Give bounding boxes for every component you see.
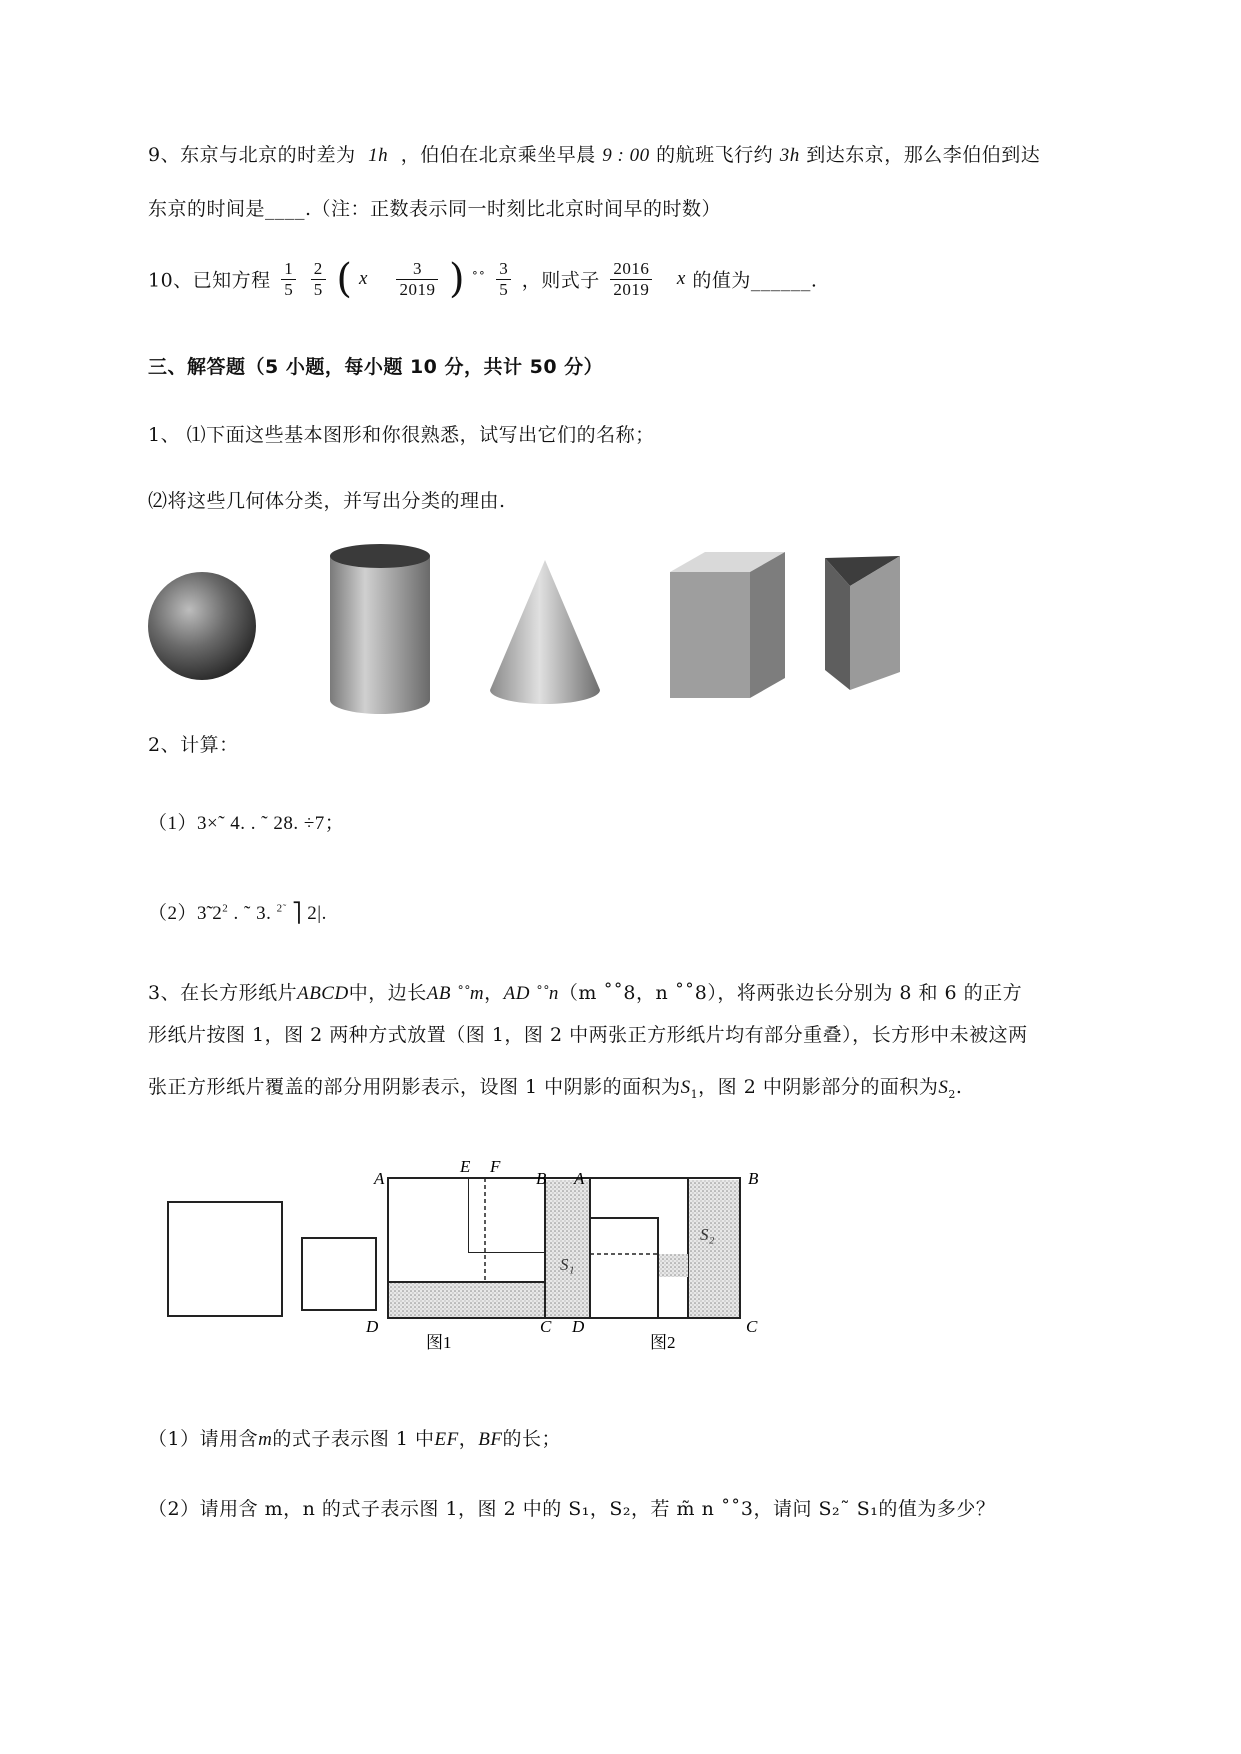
q9-line2: 东京的时间是____.（注：正数表示同一时刻比北京时间早的时数）: [148, 198, 722, 220]
triangular-prism-icon: [825, 556, 900, 690]
solids-figure: [140, 540, 960, 720]
label-a2: A: [574, 1169, 585, 1188]
section-3-title: 三、解答题（5 小题，每小题 10 分，共计 50 分）: [148, 356, 604, 378]
fraction-3-2019: $\frac{3}{2019}$: [396, 259, 438, 299]
square-6: [302, 1238, 376, 1310]
square-8: [168, 1202, 282, 1316]
p3-line1: 3、在长方形纸片ABCD中，边长AB ˚˚m，AD ˚˚n（m ˚˚8，n ˚˚8），将两张边长分别为 8 和 6 的正方: [148, 982, 1023, 1004]
p2-item2: （2）3̃ $2^2$ . ˜ 3. $^{2˜}$ ⎤ 2|.: [148, 902, 327, 924]
p3-line3: 张正方形纸片覆盖的部分用阴影表示，设图 1 中阴影的面积为$S_1$，图 2 中阴影部分的面积为$S_2$.: [148, 1076, 963, 1101]
sphere-icon: [148, 572, 256, 680]
fraction-2016-2019: $\frac{2016}{2019}$: [610, 259, 652, 299]
cylinder-icon: [330, 544, 430, 714]
label-s1: S₁: [560, 1255, 575, 1274]
figure-1: [365, 1157, 593, 1350]
label-b1: B: [536, 1169, 547, 1188]
q9-line1: 9、东京与北京的时差为 1h ，伯伯在北京乘坐早晨 9 : 00 的航班飞行约 3h 到达东京，那么李伯伯到达: [148, 144, 1041, 166]
fraction-2-5: $\frac{2}{5}$: [311, 259, 326, 299]
rectangle-figure: [150, 1150, 870, 1350]
label-f: F: [490, 1157, 501, 1176]
cone-icon: [490, 560, 600, 704]
label-c1: C: [540, 1317, 552, 1336]
p1-line1: 1、 ⑴下面这些基本图形和你很熟悉，试写出它们的名称；: [148, 424, 655, 446]
label-s2: S₂: [700, 1225, 715, 1244]
p3-sub2: （2）请用含 m，n 的式子表示图 1，图 2 中的 S₁，S₂，若 m̃ n ˚˚3，请问 S₂˜ S₁的值为多少？: [148, 1498, 996, 1520]
p2-item1: （1）3×˜ 4. . ˜ 28. ÷7；: [148, 813, 345, 834]
fig2-caption: 图2: [650, 1333, 676, 1350]
label-e: E: [460, 1157, 471, 1176]
fig1-caption: 图1: [426, 1333, 452, 1350]
p3-line2: 形纸片按图 1，图 2 两种方式放置（图 1，图 2 中两张正方形纸片均有部分重叠），长方形中未被这两: [148, 1024, 1028, 1046]
fraction-3-5: $\frac{3}{5}$: [496, 259, 511, 299]
label-d1: D: [366, 1317, 379, 1336]
label-c2: C: [746, 1317, 758, 1336]
label-b2: B: [748, 1169, 759, 1188]
p1-line2: ⑵将这些几何体分类，并写出分类的理由.: [148, 490, 506, 512]
p2-title: 2、计算：: [148, 734, 239, 756]
cuboid-icon: [670, 552, 785, 698]
label-d2: D: [572, 1317, 585, 1336]
figure-2: [571, 1169, 759, 1350]
label-a1: A: [374, 1169, 385, 1188]
p3-sub1: （1）请用含m的式子表示图 1 中EF，BF的长；: [148, 1428, 561, 1450]
fraction-1-5: $\frac{1}{5}$: [281, 259, 296, 299]
q10-line: 10、已知方程 $\frac{1}{5}$ $\frac{2}{5}$ ( x $\frac{3}{2019}$ ) ˚˚ $\frac{3}{5}$ ，则式子 $\frac{2016}{2019}$ x 的值为______.: [148, 256, 818, 302]
